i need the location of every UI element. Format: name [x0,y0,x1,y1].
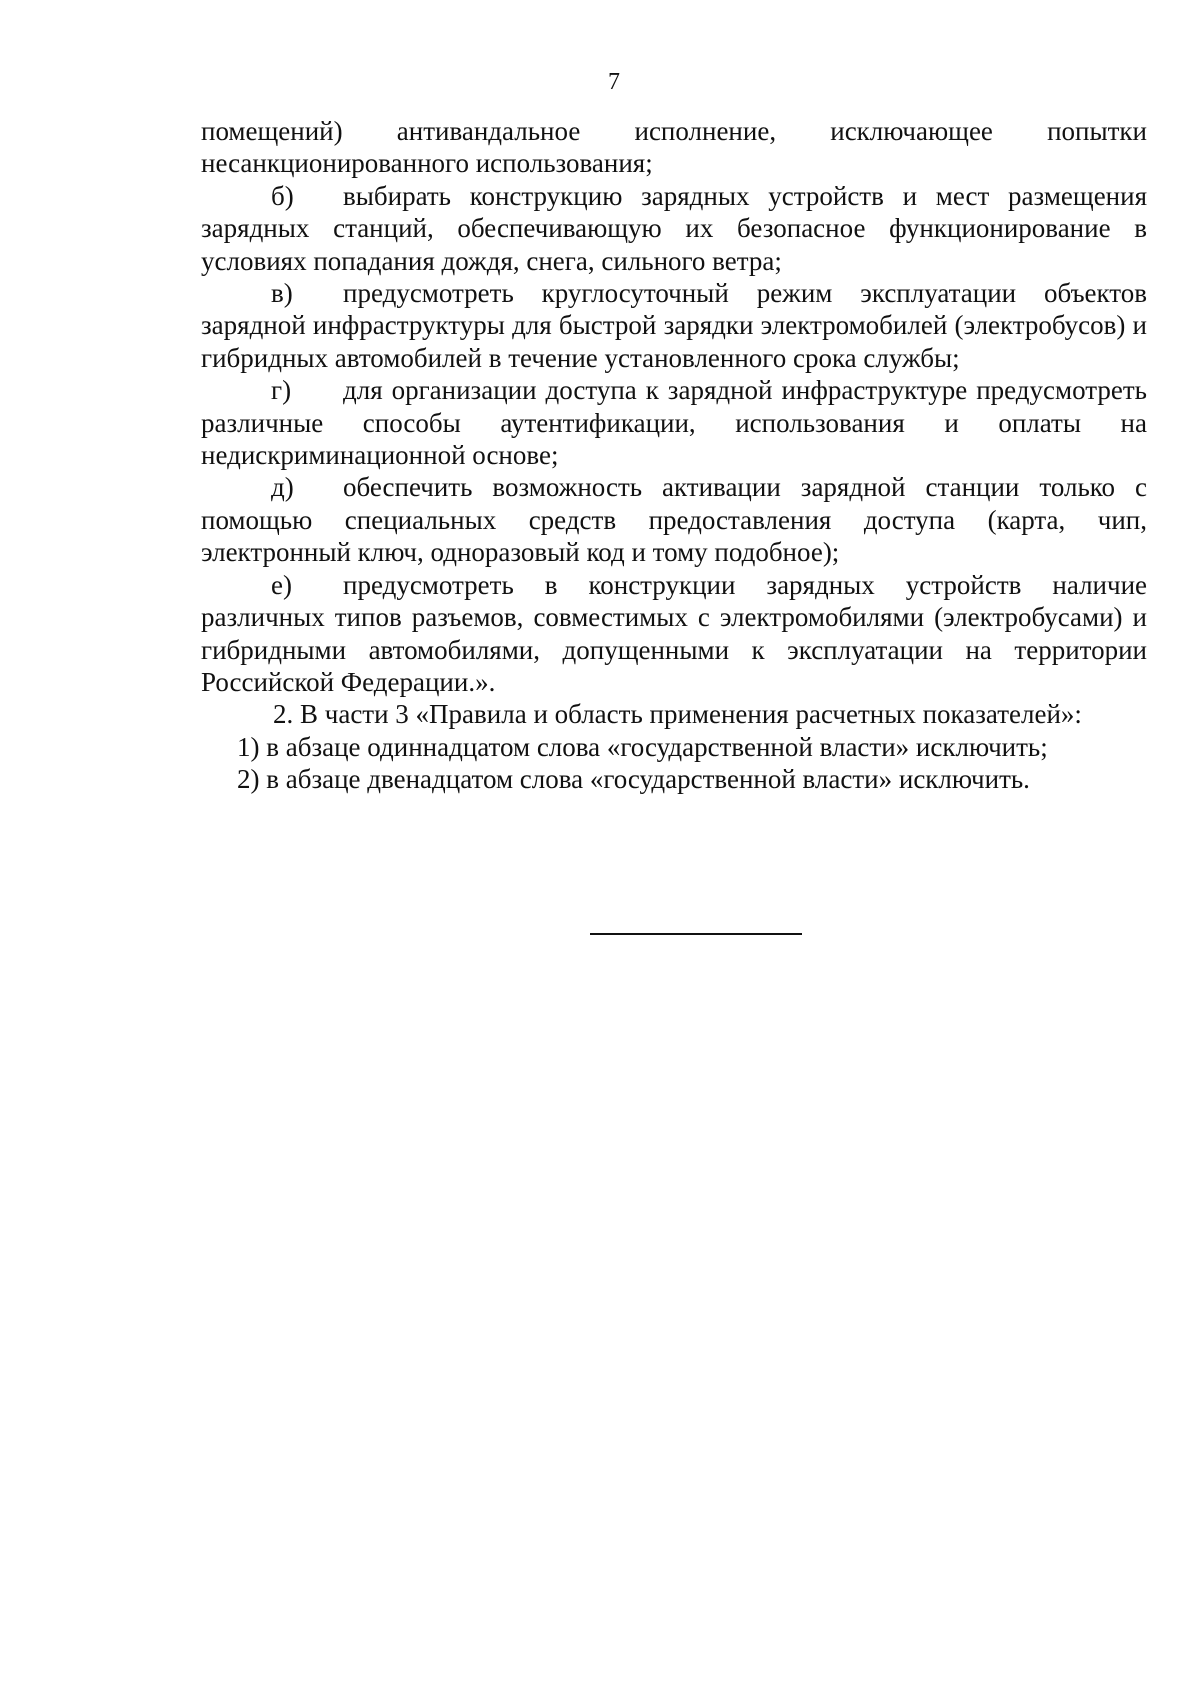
item-marker-e: е) [271,569,292,600]
item-marker-g: г) [271,375,292,406]
item-text-d: обеспечить возможность активации зарядной станции только с помощью специальных средств предоставления доступа (карта, чип, электронный ключ, одноразовый код и тому подобное); [201,472,1147,568]
document-body [201,115,1147,796]
end-of-document-rule [590,933,802,935]
paragraph-continuation: помещений) антивандальное исполнение, исключающее попытки несанкционированного использования; [201,116,1147,179]
sub-item-2: 2) в абзаце двенадцатом слова «государственной власти» исключить. [237,764,1030,795]
item-text-v: предусмотреть круглосуточный режим эксплуатации объектов зарядной инфраструктуры для быстрой зарядки электромобилей (электробусов) и гибридных автомобилей в течение установленного срока службы; [201,278,1147,373]
paragraph-item-g [201,374,1147,471]
item-marker-d: д) [271,472,294,503]
page-number: 7 [608,69,620,95]
paragraph-item-e [201,569,1147,699]
item-text-b: выбирать конструкцию зарядных устройств и мест размещения зарядных станций, обеспечивающую их безопасное функционирование в условиях попадания дождя, снега, сильного ветра; [201,180,1147,276]
paragraph-item-d [201,471,1147,568]
paragraph-item-v [201,277,1147,374]
sub-item-1: 1) в абзаце одиннадцатом слова «государственной власти» исключить; [237,731,1048,762]
section-2-heading: 2. В части 3 «Правила и область применения расчетных показателей»: [273,699,1082,730]
item-text-e: предусмотреть в конструкции зарядных устройств наличие различных типов разъемов, совместимых с электромобилями (электробусами) и гибридными автомобилями, допущенными к эксплуатации на территории Российской Федерации.». [201,569,1147,697]
paragraph-item-b [201,180,1147,277]
item-marker-v: в) [271,278,293,309]
item-marker-b: б) [271,180,294,211]
item-text-g: для организации доступа к зарядной инфраструктуре предусмотреть различные способы аутентификации, использования и оплаты на недискриминационной основе; [201,375,1147,471]
